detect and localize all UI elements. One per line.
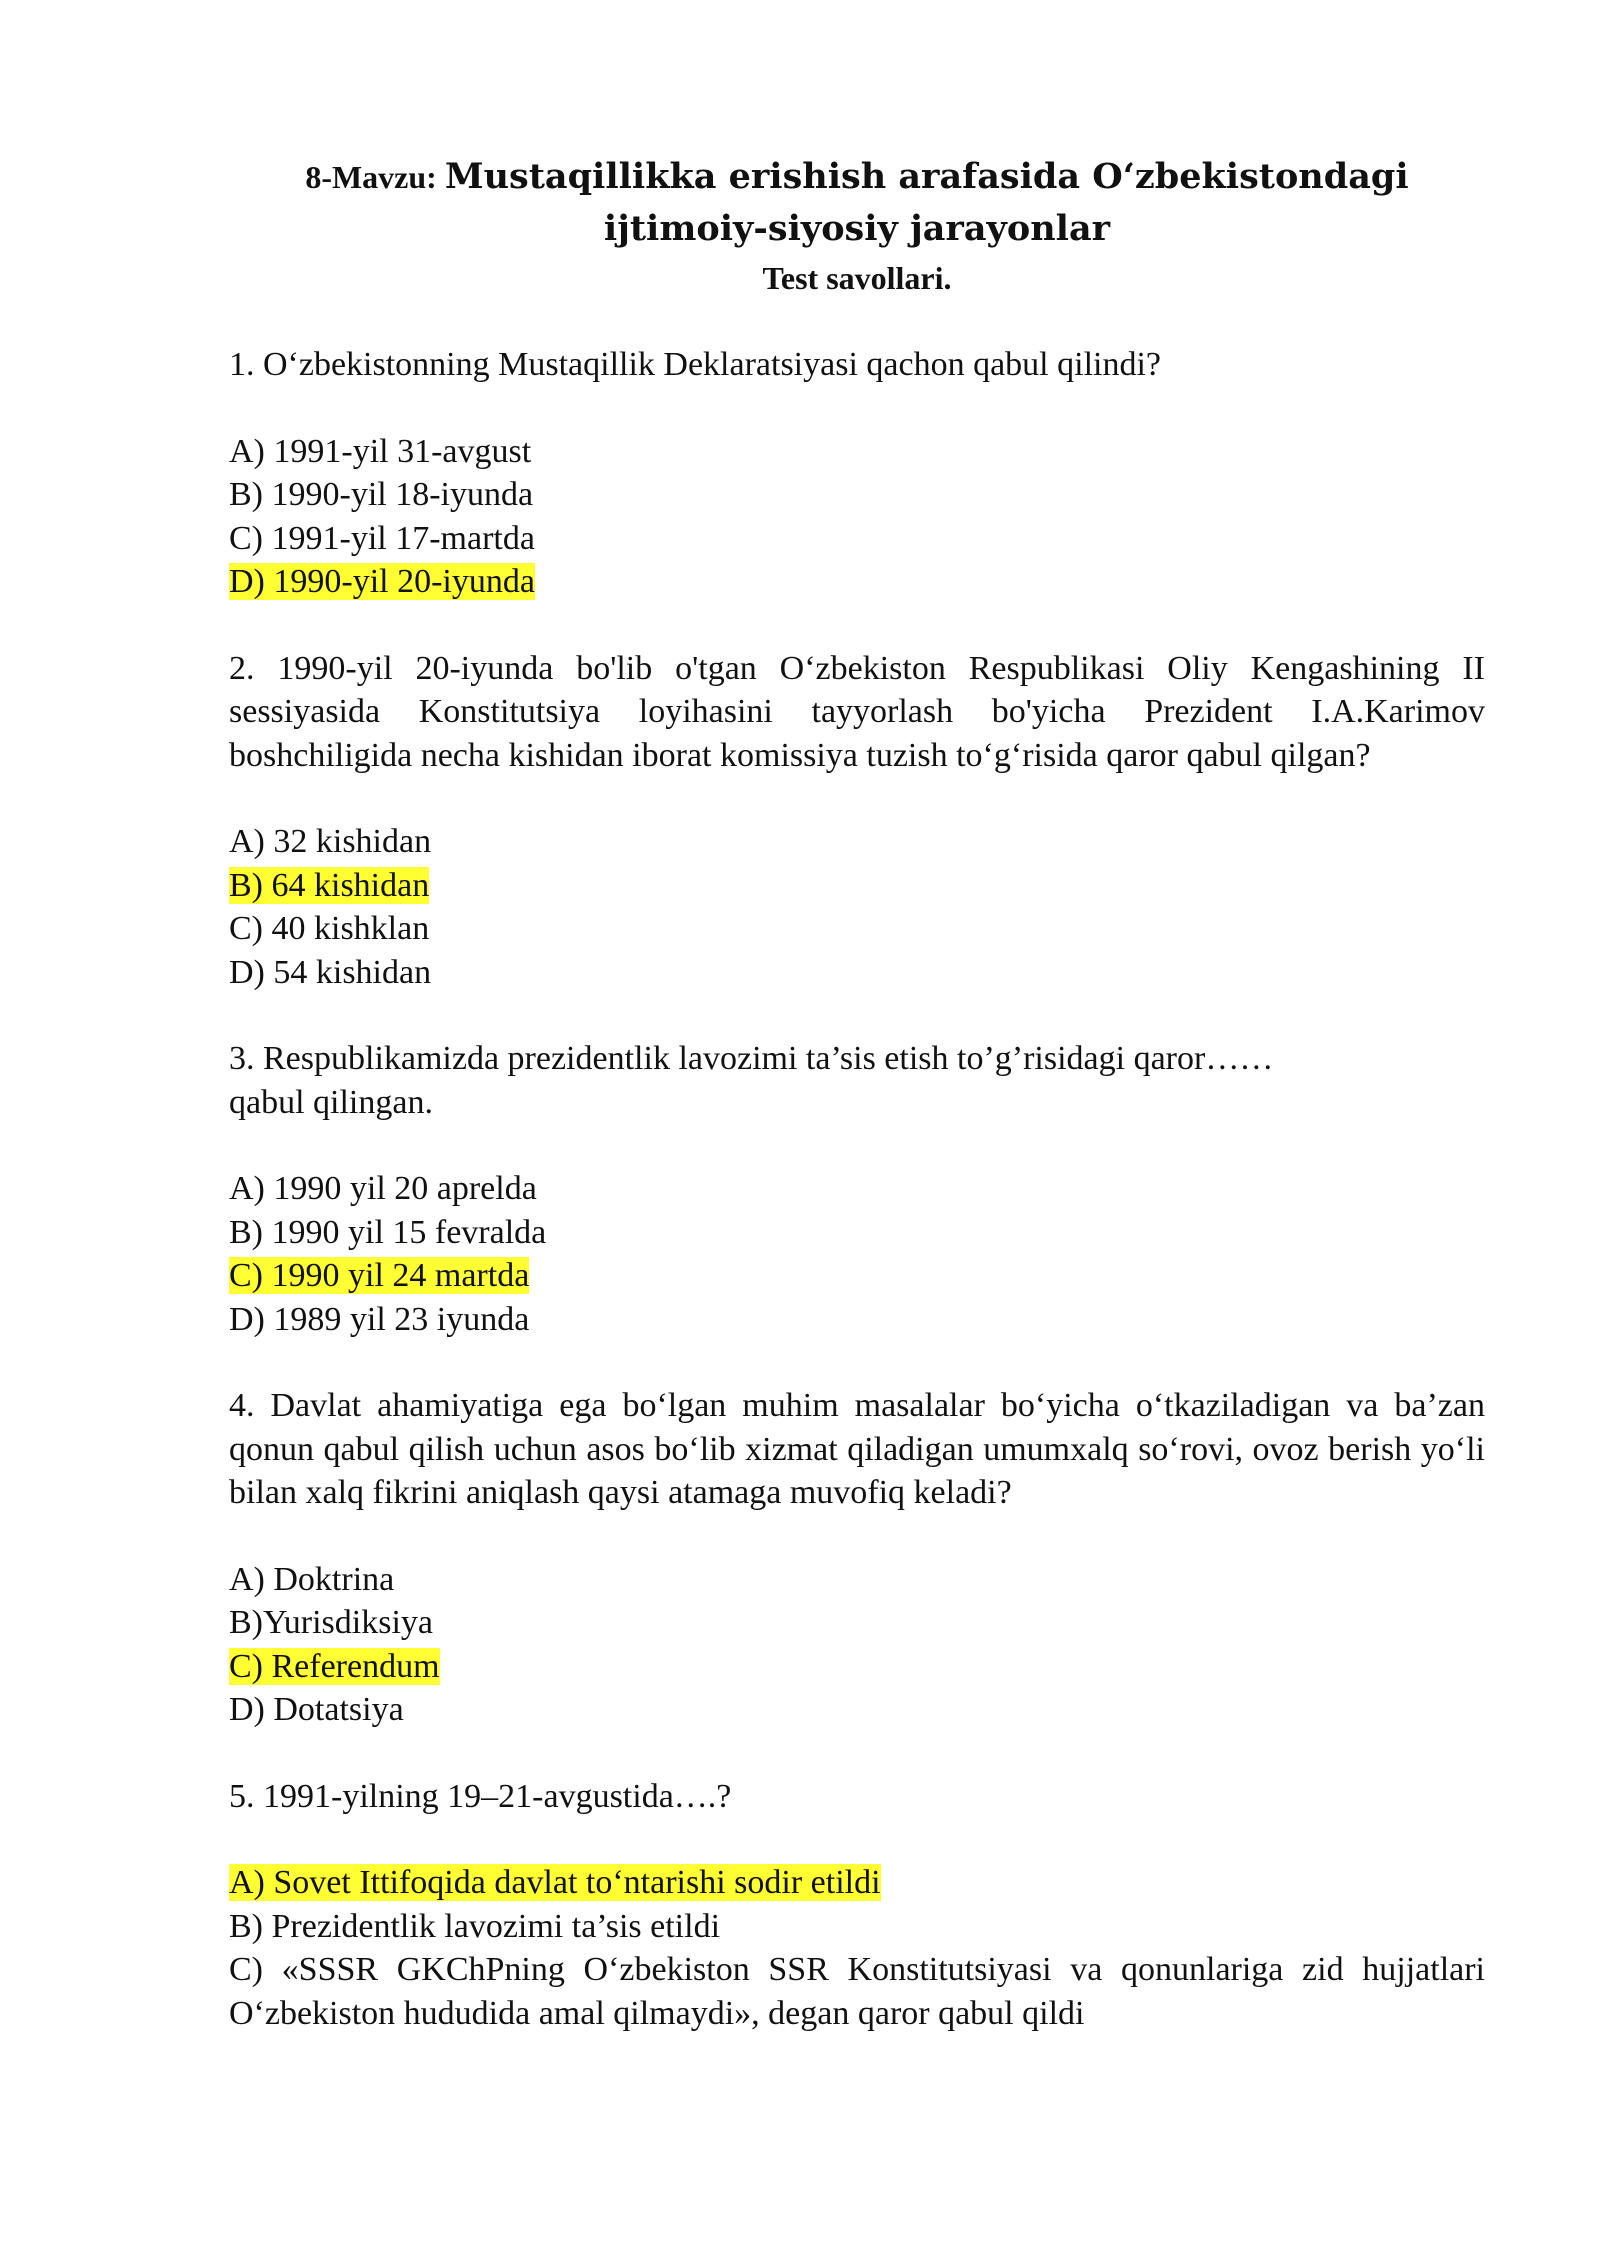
option-item: [229, 1645, 1485, 1689]
question-3-line-1: 3. Respublikamizda prezidentlik lavozimi ta’sis etish to’g’risidagi qaror……: [229, 1040, 1274, 1077]
option-text: B)Yurisdiksiya: [229, 1604, 433, 1641]
option-text: A) 32 kishidan: [229, 823, 432, 860]
option-item: [229, 1211, 1485, 1255]
option-item: [229, 820, 1485, 864]
document-page: [229, 150, 1485, 2078]
subtitle: Test savollari.: [762, 260, 952, 296]
option-text: C) 1991-yil 17-martda: [229, 519, 535, 557]
option-item: [229, 1167, 1485, 1211]
option-item: [229, 1948, 1485, 2035]
topic-number: 8-Mavzu:: [305, 159, 445, 195]
question-3-line-2: qabul qilingan.: [229, 1083, 433, 1121]
option-text: D) Dotatsiya: [229, 1691, 404, 1728]
option-item: [229, 1688, 1485, 1732]
option-item: [229, 1254, 1485, 1298]
option-text: D) 1989 yil 23 iyunda: [229, 1300, 530, 1338]
option-item: [229, 560, 1485, 604]
option-item: [229, 430, 1485, 474]
option-text: D) 54 kishidan: [229, 953, 432, 991]
option-item: [229, 864, 1485, 908]
option-item: [229, 1905, 1485, 1949]
question-4: 4. Davlat ahamiyatiga ega bo‘lgan muhim masalalar bo‘yicha o‘tkaziladigan va ba’zan qonun qabul qilish uchun asos bo‘lib xizmat qiladigan umumxalq so‘rovi, ovoz berish yo‘li bilan xalq fikrini aniqlash qaysi atamaga muvofiq keladi?: [229, 1387, 1485, 1511]
option-item: [229, 1861, 1485, 1905]
option-text-highlighted: C) Referendum: [229, 1647, 440, 1685]
option-text: A) 1990 yil 20 aprelda: [229, 1170, 537, 1207]
option-item: [229, 1298, 1485, 1342]
option-item: [229, 517, 1485, 561]
question-4-options: [229, 1558, 1485, 1732]
question-3-options: [229, 1167, 1485, 1341]
option-text-highlighted: C) 1990 yil 24 martda: [229, 1257, 530, 1294]
question-2-options: [229, 820, 1485, 994]
title-line-2: ijtimoiy-siyosiy jarayonlar: [603, 208, 1111, 249]
title-line-1: [229, 150, 1485, 203]
option-text-highlighted: B) 64 kishidan: [229, 866, 430, 904]
option-text: B) Prezidentlik lavozimi ta’sis etildi: [229, 1907, 721, 1945]
question-1-options: [229, 430, 1485, 604]
option-text-highlighted: D) 1990-yil 20-iyunda: [229, 563, 535, 600]
option-text: C) 40 kishklan: [229, 910, 430, 947]
title-text-1: Mustaqillikka erishish arafasida O‘zbekistondagi: [444, 156, 1409, 197]
option-item: [229, 473, 1485, 517]
question-3: [229, 1037, 1485, 1124]
option-text-highlighted: A) Sovet Ittifoqida davlat to‘ntarishi sodir etildi: [229, 1864, 881, 1901]
question-2: 2. 1990-yil 20-iyunda bo'lib o'tgan O‘zbekiston Respublikasi Oliy Kengashining II sessiyasida Konstitutsiya loyihasini tayyorlash bo'yicha Prezident I.A.Karimov boshchiligida necha kishidan iborat komissiya tuzish to‘g‘risida qaror qabul qilgan?: [229, 649, 1485, 774]
option-item: [229, 951, 1485, 995]
title-block: [229, 150, 1485, 301]
option-text: A) 1991-yil 31-avgust: [229, 432, 532, 470]
question-5-options: [229, 1861, 1485, 2035]
option-text: A) Doktrina: [229, 1560, 395, 1598]
option-item: [229, 1601, 1485, 1645]
question-1: 1. O‘zbekistonning Mustaqillik Deklaratsiyasi qachon qabul qilindi?: [229, 346, 1161, 383]
option-text: B) 1990-yil 18-iyunda: [229, 476, 534, 513]
option-text: C) «SSSR GKChPning O‘zbekiston SSR Konstitutsiyasi va qonunlariga zid hujjatlari O‘zbekiston hududida amal qilmaydi», degan qaror qabul qildi: [229, 1951, 1485, 2032]
question-5: 5. 1991-yilning 19–21-avgustida….?: [229, 1777, 732, 1815]
option-text: B) 1990 yil 15 fevralda: [229, 1213, 547, 1251]
option-item: [229, 907, 1485, 951]
option-item: [229, 1558, 1485, 1602]
